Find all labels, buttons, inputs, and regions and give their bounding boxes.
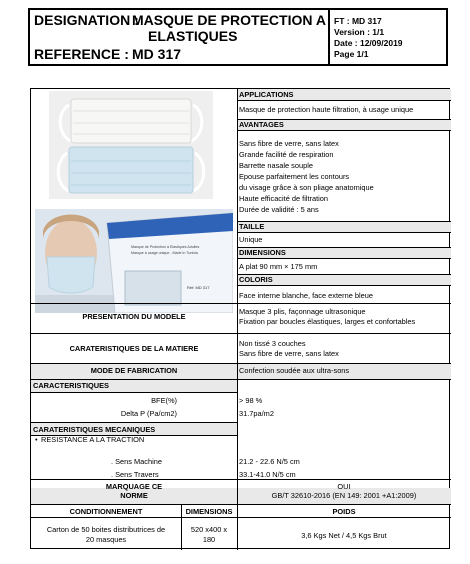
band-taille — [237, 221, 451, 232]
mecaniques-title: CARATERISTIQUES MECANIQUES — [33, 425, 156, 434]
box-line-2: Masque à usage unique - Made in Tunisia — [131, 251, 198, 255]
dimensions-line-2: 180 — [202, 535, 216, 544]
box-reference: Réf: MD 317 — [187, 285, 210, 290]
conditionnement-header: CONDITIONNEMENT — [69, 507, 143, 516]
avantage-item: Sans fibre de verre, sans latex — [239, 139, 339, 148]
avantage-item: Barrette nasale souple — [239, 161, 313, 170]
avantage-item: Grande facilité de respiration — [239, 150, 334, 159]
avantage-item: Haute efficacité de filtration — [239, 194, 329, 203]
sens-travers-value: 33.1-41.0 N/5 cm — [239, 470, 296, 479]
grid-line — [237, 247, 451, 248]
ft-number: FT : MD 317 — [334, 16, 382, 26]
matiere-label: CARATERISTIQUES DE LA MATIERE — [69, 344, 199, 353]
coloris-title: COLORIS — [239, 275, 273, 284]
bullet-icon: • — [35, 435, 38, 444]
sens-machine-label: . Sens Machine — [111, 457, 162, 466]
caracteristiques-title: CARACTERISTIQUES — [33, 381, 109, 390]
dimensions-header: DIMENSIONS — [185, 507, 233, 516]
box-brand-right: FONSCARE — [165, 223, 211, 232]
grid-line — [31, 333, 451, 334]
box-brand-left: MD — [131, 221, 148, 233]
marquage-label: MARQUAGE CE — [105, 482, 163, 491]
version: Version : 1/1 — [334, 27, 385, 37]
fabrication-value: Confection soudée aux ultra-sons — [239, 366, 350, 375]
conditionnement-line-2: 20 masques — [85, 535, 127, 544]
grid-line — [31, 504, 451, 505]
sens-machine-value: 21.2 - 22.6 N/5 cm — [239, 457, 300, 466]
reference-label: REFERENCE : — [34, 46, 129, 62]
grid-line — [181, 504, 182, 550]
grid-line — [237, 130, 451, 131]
header-meta-box — [330, 8, 448, 66]
spec-sheet — [30, 88, 450, 549]
avantage-item: du visage grâce à son pliage anatomique — [239, 183, 374, 192]
product-box-photo — [35, 209, 233, 313]
bfe-label: BFE(%) — [151, 396, 177, 405]
designation-label: DESIGNATION : — [34, 12, 139, 28]
conditionnement-line-1: Carton de 50 boites distributrices de — [46, 525, 166, 534]
grid-line — [31, 379, 451, 380]
resistance-label: RESISTANCE A LA TRACTION — [41, 435, 145, 444]
applications-text: Masque de protection haute filtration, à usage unique — [239, 105, 414, 114]
designation-value-1: MASQUE DE PROTECTION A — [132, 12, 326, 28]
avantage-item: Durée de validité : 5 ans — [239, 205, 319, 214]
applications-title: APPLICATIONS — [239, 90, 294, 99]
avantage-item: Epouse parfaitement les contours — [239, 172, 350, 181]
marquage-value: OUI — [337, 482, 351, 491]
deltap-value: 31.7pa/m2 — [239, 409, 274, 418]
sens-travers-label: . Sens Travers — [111, 470, 159, 479]
presentation-line-1: Masque 3 plis, façonnage ultrasonique — [239, 307, 366, 316]
grid-line — [237, 100, 451, 101]
matiere-line-1: Non tissé 3 couches — [239, 339, 306, 348]
grid-line — [237, 504, 238, 550]
grid-line — [31, 303, 451, 304]
norme-value: GB/T 32610-2016 (EN 149: 2001 +A1:2009) — [271, 491, 417, 500]
grid-line — [237, 119, 451, 120]
grid-line — [237, 274, 451, 275]
grid-line — [237, 285, 451, 286]
taille-text: Unique — [239, 235, 263, 244]
fabrication-label: MODE DE FABRICATION — [90, 366, 178, 375]
grid-line — [31, 392, 237, 393]
grid-line — [237, 89, 238, 504]
grid-line — [31, 517, 451, 518]
page-number: Page 1/1 — [334, 49, 369, 59]
designation-value-2: ELASTIQUES — [148, 28, 238, 44]
mask-product-photo — [49, 91, 213, 199]
box-line-1: Masque de Protection à Elastiques Adultes — [131, 245, 200, 249]
grid-line — [31, 435, 237, 436]
coloris-text: Face interne blanche, face externe bleue — [239, 291, 373, 300]
grid-line — [31, 422, 237, 423]
grid-line — [237, 221, 451, 222]
presentation-line-2: Fixation par boucles élastiques, larges et confortables — [239, 317, 416, 326]
mask-image — [49, 91, 213, 199]
date: Date : 12/09/2019 — [334, 38, 403, 48]
bfe-value: > 98 % — [239, 396, 263, 405]
header-designation-box — [28, 8, 330, 66]
grid-line — [237, 258, 451, 259]
presentation-label: PRESENTATION DU MODELE — [82, 312, 186, 321]
deltap-label: Delta P (Pa/cm2) — [120, 409, 177, 418]
poids-value: 3,6 Kgs Net / 4,5 Kgs Brut — [301, 531, 387, 540]
avantages-title: AVANTAGES — [239, 120, 284, 129]
grid-line — [237, 232, 451, 233]
dimensions-title: DIMENSIONS — [239, 248, 286, 257]
grid-line — [31, 479, 451, 480]
matiere-line-2: Sans fibre de verre, sans latex — [239, 349, 339, 358]
dimensions-line-1: 520 x400 x — [190, 525, 228, 534]
dimensions-text: A plat 90 mm × 175 mm — [239, 262, 318, 271]
poids-header: POIDS — [332, 507, 356, 516]
reference-value: MD 317 — [132, 46, 182, 62]
norme-label: NORME — [120, 491, 148, 500]
grid-line — [31, 363, 451, 364]
taille-title: TAILLE — [239, 222, 265, 231]
